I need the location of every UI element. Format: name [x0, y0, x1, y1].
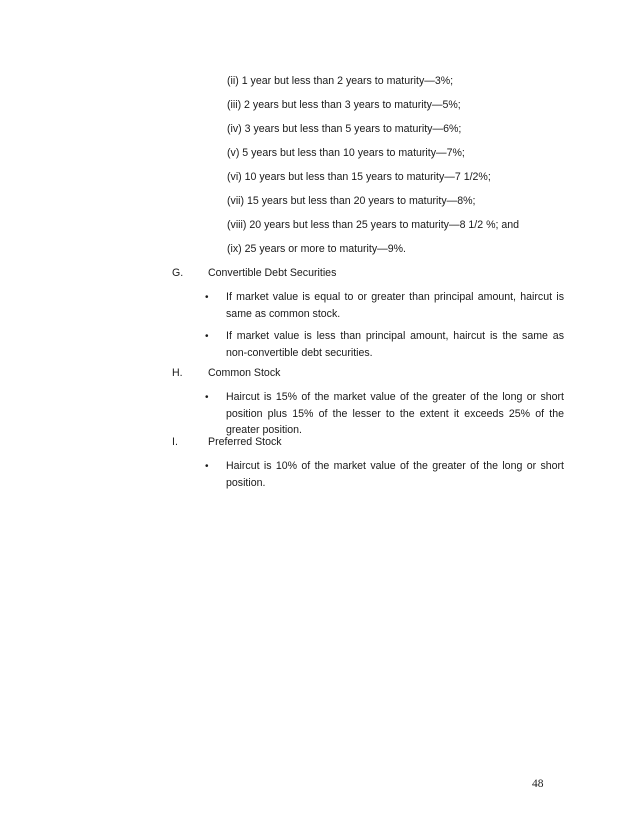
- bullet-icon: •: [205, 292, 209, 303]
- bullet-icon: •: [205, 331, 209, 342]
- maturity-item-v: (v) 5 years but less than 10 years to maturity—7%;: [227, 147, 465, 159]
- maturity-item-iv: (iv) 3 years but less than 5 years to maturity—6%;: [227, 123, 462, 135]
- section-i-bullet-1: Haircut is 10% of the market value of the greater of the long or short position.: [226, 460, 564, 489]
- bullet-icon: •: [205, 461, 209, 472]
- maturity-item-vi: (vi) 10 years but less than 15 years to maturity—7 1/2%;: [227, 171, 491, 183]
- maturity-item-iii: (iii) 2 years but less than 3 years to maturity—5%;: [227, 99, 461, 111]
- maturity-item-vii: (vii) 15 years but less than 20 years to maturity—8%;: [227, 195, 476, 207]
- bullet-icon: •: [205, 392, 209, 403]
- maturity-item-ix: (ix) 25 years or more to maturity—9%.: [227, 243, 406, 255]
- section-g-bullet-2: If market value is less than principal amount, haircut is the same as non-convertible debt securities.: [226, 330, 564, 359]
- section-g-letter: G.: [172, 267, 184, 279]
- section-h-title: Common Stock: [208, 367, 281, 379]
- maturity-item-ii: (ii) 1 year but less than 2 years to maturity—3%;: [227, 75, 454, 87]
- section-h-letter: H.: [172, 367, 183, 379]
- section-i-title: Preferred Stock: [208, 436, 282, 448]
- section-h-bullet-1: Haircut is 15% of the market value of the greater of the long or short position plus 15% of the lesser to the extent it exceeds 25% of the greater position.: [226, 391, 564, 436]
- maturity-item-viii: (viii) 20 years but less than 25 years to maturity—8 1/2 %; and: [227, 219, 520, 231]
- section-g-title: Convertible Debt Securities: [208, 267, 337, 279]
- page-number: 48: [532, 778, 544, 790]
- section-g-bullet-1: If market value is equal to or greater than principal amount, haircut is same as common stock.: [226, 291, 564, 320]
- section-i-letter: I.: [172, 436, 178, 448]
